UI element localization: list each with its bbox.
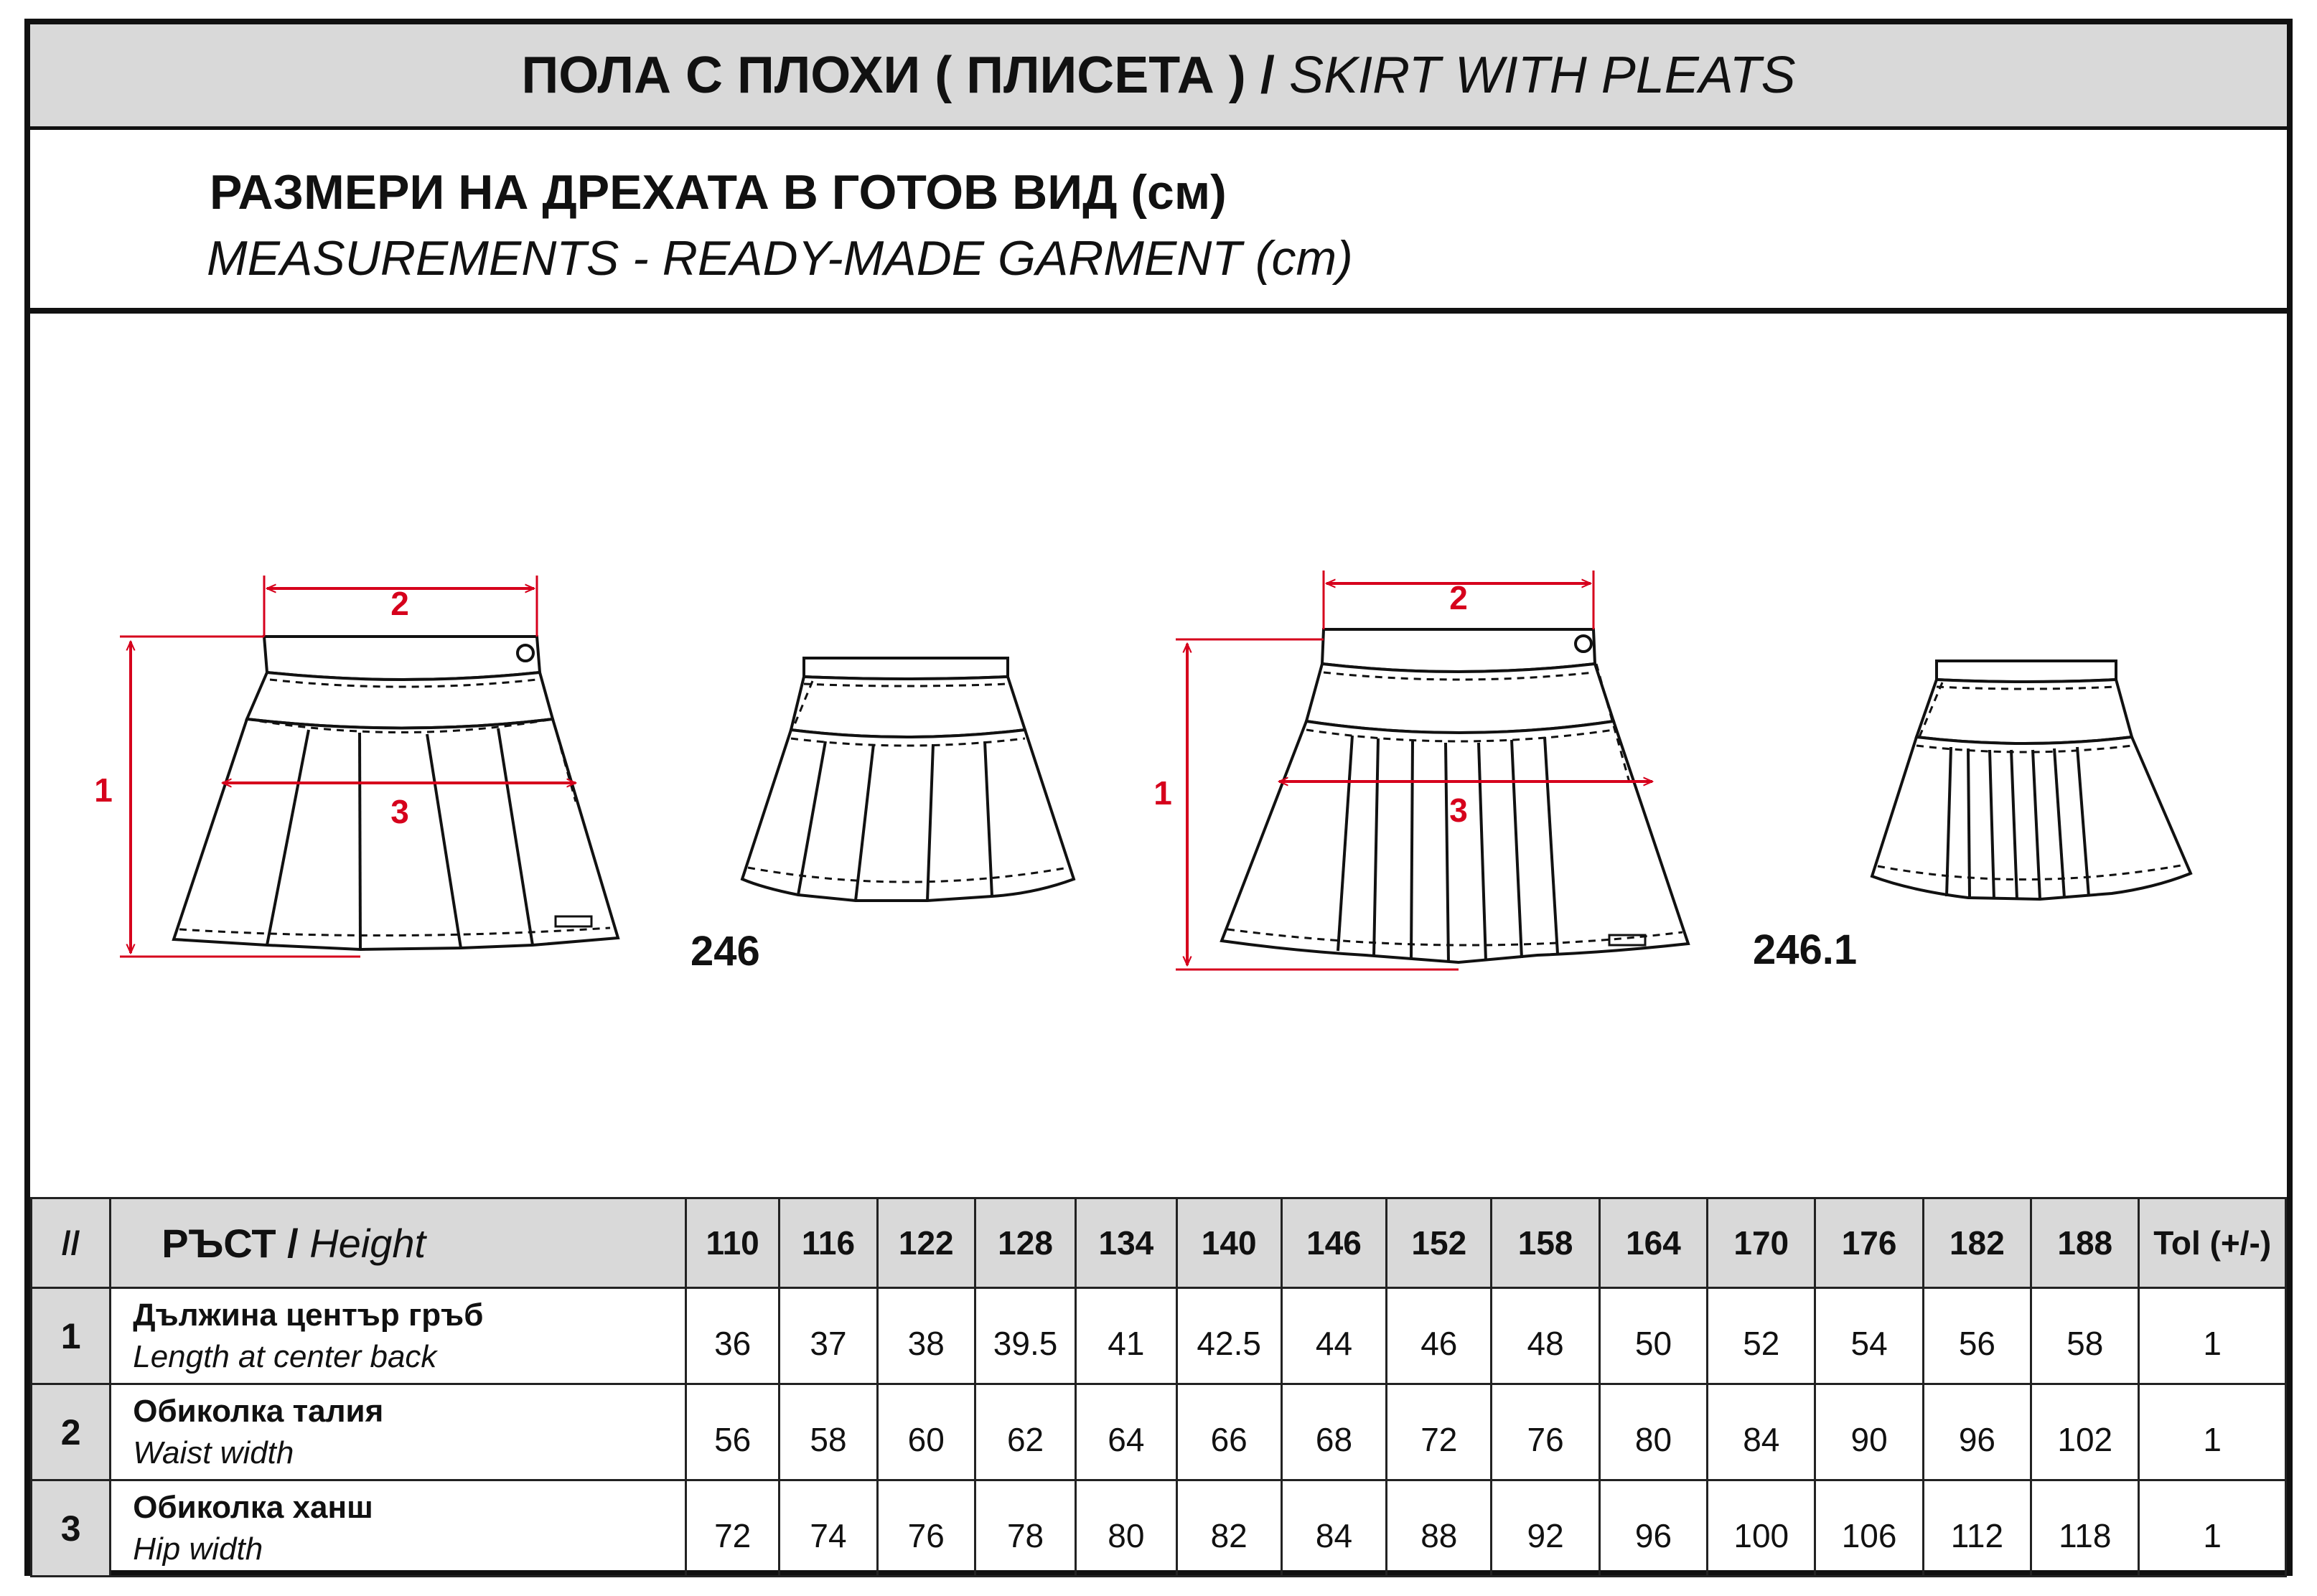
tolerance-cell: 1 [2139,1384,2286,1480]
table-cell: 48 [1492,1288,1599,1384]
row-label-bg: Обиколка талия [133,1394,384,1430]
table-cell: 39.5 [975,1288,1075,1384]
size-header: 146 [1281,1198,1386,1288]
row-number: 1 [32,1288,111,1384]
size-header: 122 [877,1198,975,1288]
table-row [32,1384,2286,1480]
size-header: 152 [1387,1198,1492,1288]
size-header: 134 [1076,1198,1176,1288]
table-cell: 72 [686,1480,780,1577]
table-cell: 38 [877,1288,975,1384]
label-2-2461: 2 [1449,579,1468,616]
table-cell: 84 [1281,1480,1386,1577]
table-cell: 68 [1281,1384,1386,1480]
table-cell: 56 [686,1384,780,1480]
row-label-en: Hip width [133,1531,263,1567]
skirt-2461-back [1872,661,2191,899]
table-cell: 42.5 [1176,1288,1281,1384]
table-cell: 36 [686,1288,780,1384]
technical-drawing [30,314,2287,1211]
table-cell: 100 [1708,1480,1815,1577]
subtitle-bg: РАЗМЕРИ НА ДРЕХАТА В ГОТОВ ВИД (см) [210,165,1227,220]
size-header: 176 [1815,1198,1923,1288]
size-header: 188 [2031,1198,2139,1288]
height-header-bg: РЪСТ [162,1220,276,1266]
height-header-en: Height [309,1220,426,1266]
table-row [32,1480,2286,1577]
row-label-en: Waist width [133,1435,294,1470]
table-cell: 54 [1815,1288,1923,1384]
title-en: SKIRT WITH PLEATS [1289,47,1796,104]
label-3-2461: 3 [1449,792,1468,829]
row-label-bg: Дължина център гръб [133,1297,484,1333]
title-bar [30,24,2287,130]
title-bg: ПОЛА С ПЛОХИ ( ПЛИСЕТА ) [521,47,1246,104]
size-header: 158 [1492,1198,1599,1288]
table-cell: 58 [780,1384,877,1480]
table-cell: 64 [1076,1384,1176,1480]
table-cell: 82 [1176,1480,1281,1577]
table-cell: 88 [1387,1480,1492,1577]
row-description [111,1288,686,1384]
tolerance-cell: 1 [2139,1480,2286,1577]
table-cell: 92 [1492,1480,1599,1577]
table-cell: 96 [1923,1384,2031,1480]
row-label-en: Length at center back [133,1338,437,1374]
table-header-row [32,1198,2286,1288]
size-header: 182 [1923,1198,2031,1288]
height-header-separator: / [287,1220,299,1266]
table-row [32,1288,2286,1384]
table-cell: 66 [1176,1384,1281,1480]
corner-cell: // [32,1198,111,1288]
size-header: 170 [1708,1198,1815,1288]
label-2-246: 2 [390,585,409,622]
table-cell: 74 [780,1480,877,1577]
table-cell: 118 [2031,1480,2139,1577]
tolerance-header: Tol (+/-) [2139,1198,2286,1288]
table-cell: 102 [2031,1384,2139,1480]
sub-header [30,130,2287,314]
measurement-table [30,1197,2287,1577]
table-cell: 50 [1599,1288,1707,1384]
table-cell: 96 [1599,1480,1707,1577]
table-cell: 76 [877,1480,975,1577]
table-cell: 41 [1076,1288,1176,1384]
label-1-2461: 1 [1153,774,1172,812]
model-number-246: 246 [691,928,760,975]
table-cell: 46 [1387,1288,1492,1384]
row-label-bg: Обиколка ханш [133,1490,373,1526]
size-header: 116 [780,1198,877,1288]
size-header: 110 [686,1198,780,1288]
table-cell: 58 [2031,1288,2139,1384]
tolerance-cell: 1 [2139,1288,2286,1384]
table-cell: 84 [1708,1384,1815,1480]
model-number-2461: 246.1 [1753,926,1858,973]
title-separator: / [1260,47,1275,104]
table-cell: 60 [877,1384,975,1480]
table-cell: 78 [975,1480,1075,1577]
table-cell: 106 [1815,1480,1923,1577]
table-cell: 112 [1923,1480,2031,1577]
table-cell: 76 [1492,1384,1599,1480]
size-header: 140 [1176,1198,1281,1288]
table-cell: 56 [1923,1288,2031,1384]
table-cell: 44 [1281,1288,1386,1384]
size-header: 128 [975,1198,1075,1288]
row-description [111,1384,686,1480]
size-header: 164 [1599,1198,1707,1288]
table-cell: 52 [1708,1288,1815,1384]
table-cell: 80 [1076,1480,1176,1577]
row-number: 3 [32,1480,111,1577]
table-cell: 62 [975,1384,1075,1480]
table-cell: 72 [1387,1384,1492,1480]
table-cell: 90 [1815,1384,1923,1480]
table-cell: 37 [780,1288,877,1384]
row-description [111,1480,686,1577]
spec-sheet [24,19,2293,1576]
row-number: 2 [32,1384,111,1480]
label-1-246: 1 [94,771,113,809]
subtitle-en: MEASUREMENTS - READY-MADE GARMENT (cm) [207,231,1353,286]
label-3-246: 3 [390,793,409,830]
height-header [111,1198,686,1288]
skirt-246-back [742,658,1074,901]
table-cell: 80 [1599,1384,1707,1480]
